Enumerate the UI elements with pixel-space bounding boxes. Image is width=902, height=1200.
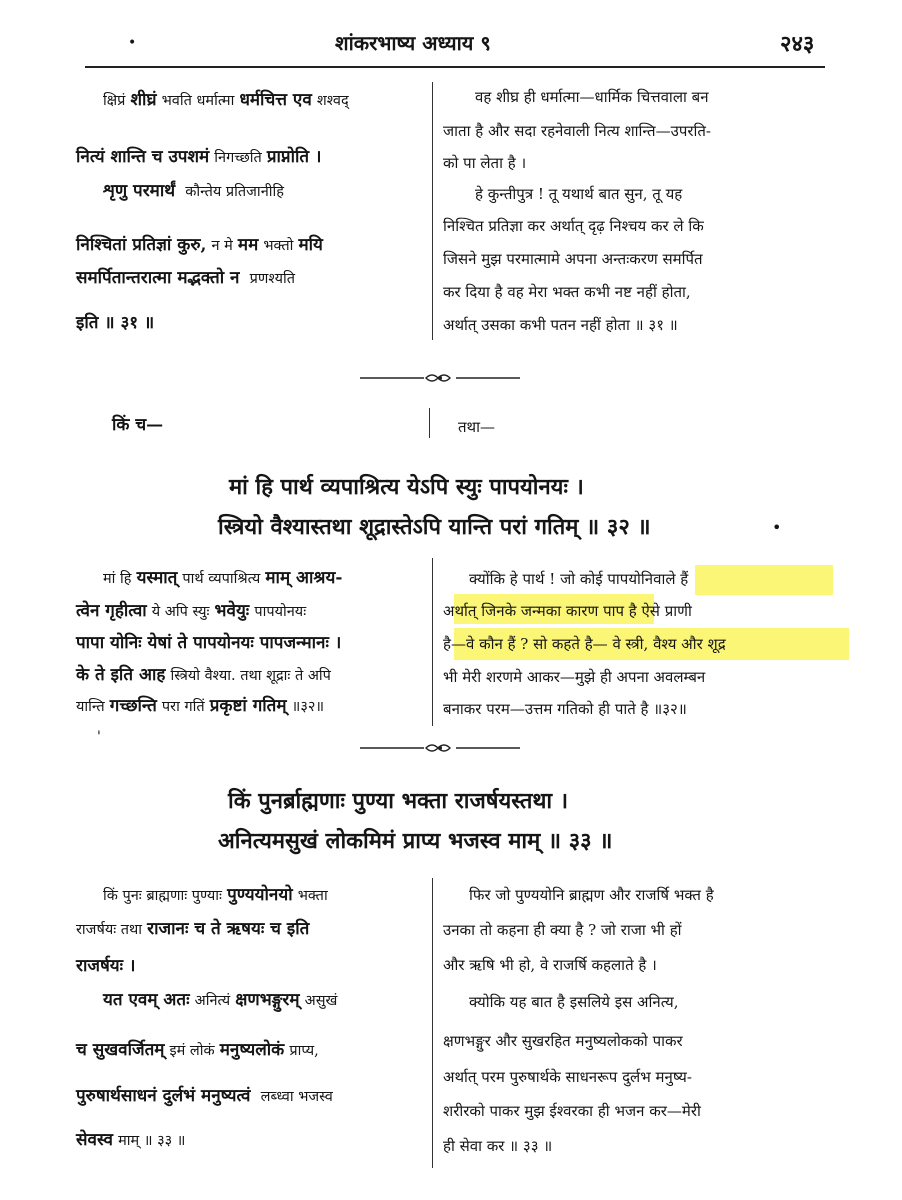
- translation-line: अर्थात् परम पुरुषार्थके साधनरूप दुर्लभ मनुष्य-: [443, 1068, 692, 1086]
- page-number: २४३: [780, 31, 815, 57]
- translation-line: वह शीघ्र ही धर्मात्मा—धार्मिक चित्तवाला बन: [475, 88, 709, 106]
- translation-line: भी मेरी शरणमे आकर—मुझे ही अपना अवलम्बन: [443, 668, 706, 686]
- verse-line: अनित्यमसुखं लोकमिमं प्राप्य भजस्व माम् ॥ ३३ ॥: [218, 828, 613, 854]
- intro-left: किं च—: [112, 415, 164, 435]
- header-rule: [85, 66, 825, 68]
- commentary-line: समर्पितान्तरात्मा मद्भक्तो न प्रणश्यति: [76, 268, 295, 288]
- verse-line: स्त्रियो वैश्यास्तथा शूद्रास्तेऽपि यान्ति परां गतिम् ॥ ३२ ॥: [218, 514, 651, 540]
- commentary-line: के ते इति आह स्त्रियो वैश्या. तथा शूद्राः ते अपि: [76, 665, 331, 685]
- intro-right: तथा—: [458, 418, 496, 436]
- running-head: शांकरभाष्य अध्याय ९: [335, 31, 491, 55]
- commentary-line: राजर्षयः ।: [76, 956, 136, 976]
- translation-line: हे कुन्तीपुत्र ! तू यथार्थ बात सुन, तू यह: [475, 185, 683, 203]
- translation-line: निश्चित प्रतिज्ञा कर अर्थात् दृढ़ निश्चय कर ले कि: [443, 217, 704, 235]
- ornament-divider: [360, 742, 520, 754]
- commentary-line: शृणु परमार्थं कौन्तेय प्रतिजानीहि: [103, 181, 284, 201]
- commentary-line: किं पुनः ब्राह्मणाः पुण्याः पुण्ययोनयो भक्ता: [103, 885, 328, 905]
- header-dot: •: [128, 35, 137, 51]
- commentary-line: निश्चितां प्रतिज्ञां कुरु, न मे मम भक्तो मयि: [76, 235, 323, 255]
- translation-line: जाता है और सदा रहनेवाली नित्य शान्ति—उपरति-: [443, 122, 711, 140]
- commentary-line: यान्ति गच्छन्ति परा गतिं प्रकृष्टां गतिम् ॥३२॥: [76, 696, 325, 716]
- translation-line: क्योंकि हे पार्थ ! जो कोई पापयोनिवाले हैं: [469, 570, 689, 588]
- translation-line: क्योकि यह बात है इसलिये इस अनित्य,: [469, 993, 679, 1011]
- translation-line: बनाकर परम—उत्तम गतिको ही पाते है ॥३२॥: [443, 700, 687, 718]
- stray-mark: ': [97, 729, 101, 745]
- commentary-line: यत एवम् अतः अनित्यं क्षणभङ्गुरम् असुखं: [103, 990, 338, 1010]
- translation-line: अर्थात् जिनके जन्मका कारण पाप है ऐसे प्राणी: [443, 602, 692, 620]
- commentary-line: सेवस्व माम् ॥ ३३ ॥: [76, 1130, 186, 1150]
- commentary-line: च सुखवर्जितम् इमं लोकं मनुष्यलोकं प्राप्य,: [76, 1040, 319, 1060]
- translation-line: और ऋषि भी हो, वे राजर्षि कहलाते है ।: [443, 956, 657, 974]
- commentary-line: इति ॥ ३१ ॥: [76, 313, 155, 333]
- stray-dot: •: [772, 518, 782, 537]
- commentary-line: क्षिप्रं शीघ्रं भवति धर्मात्मा धर्मचित्त एव शश्वद्: [103, 90, 349, 110]
- column-divider: [432, 878, 433, 1168]
- commentary-line: नित्यं शान्ति च उपशमं निगच्छति प्राप्नोति ।: [76, 147, 322, 167]
- translation-line: अर्थात् उसका कभी पतन नहीं होता ॥ ३१ ॥: [443, 316, 678, 334]
- translation-line: जिसने मुझ परमात्मामे अपना अन्तःकरण समर्पित: [443, 250, 703, 268]
- translation-line: फिर जो पुण्ययोनि ब्राह्मण और राजर्षि भक्त है: [469, 886, 714, 904]
- commentary-line: पुरुषार्थसाधनं दुर्लभं मनुष्यत्वं लब्ध्वा भजस्व: [76, 1086, 333, 1106]
- translation-line: उनका तो कहना ही क्या है ? जो राजा भी हों: [443, 921, 682, 939]
- commentary-line: राजर्षयः तथा राजानः च ते ऋषयः च इति: [76, 919, 310, 939]
- translation-line: क्षणभङ्गुर और सुखरहित मनुष्यलोकको पाकर: [443, 1032, 683, 1050]
- commentary-line: पापा योनिः येषां ते पापयोनयः पापजन्मानः ।: [76, 633, 342, 653]
- verse-line: मां हि पार्थ व्यपाश्रित्य येऽपि स्युः पापयोनयः ।: [229, 474, 584, 500]
- verse-line: किं पुनर्ब्राह्मणाः पुण्या भक्ता राजर्षयस्तथा ।: [228, 788, 569, 814]
- translation-line: ही सेवा कर ॥ ३३ ॥: [443, 1137, 553, 1155]
- commentary-line: मां हि यस्मात् पार्थ व्यपाश्रित्य माम् आश्रय-: [103, 568, 343, 588]
- translation-line: है—वे कौन हैं ? सो कहते है— वे स्त्री, वैश्य और शूद्र: [443, 635, 726, 653]
- text-highlight: [695, 565, 833, 595]
- ornament-divider: [360, 372, 520, 384]
- translation-line: कर दिया है वह मेरा भक्त कभी नष्ट नहीं होता,: [443, 283, 691, 301]
- translation-line: शरीरको पाकर मुझ ईश्वरका ही भजन कर—मेरी: [443, 1102, 701, 1120]
- column-divider: [429, 408, 430, 438]
- column-divider: [432, 558, 433, 726]
- commentary-line: त्वेन गृहीत्वा ये अपि स्युः भवेयुः पापयोनयः: [76, 601, 307, 621]
- translation-line: को पा लेता है ।: [443, 154, 527, 172]
- column-divider: [432, 82, 433, 340]
